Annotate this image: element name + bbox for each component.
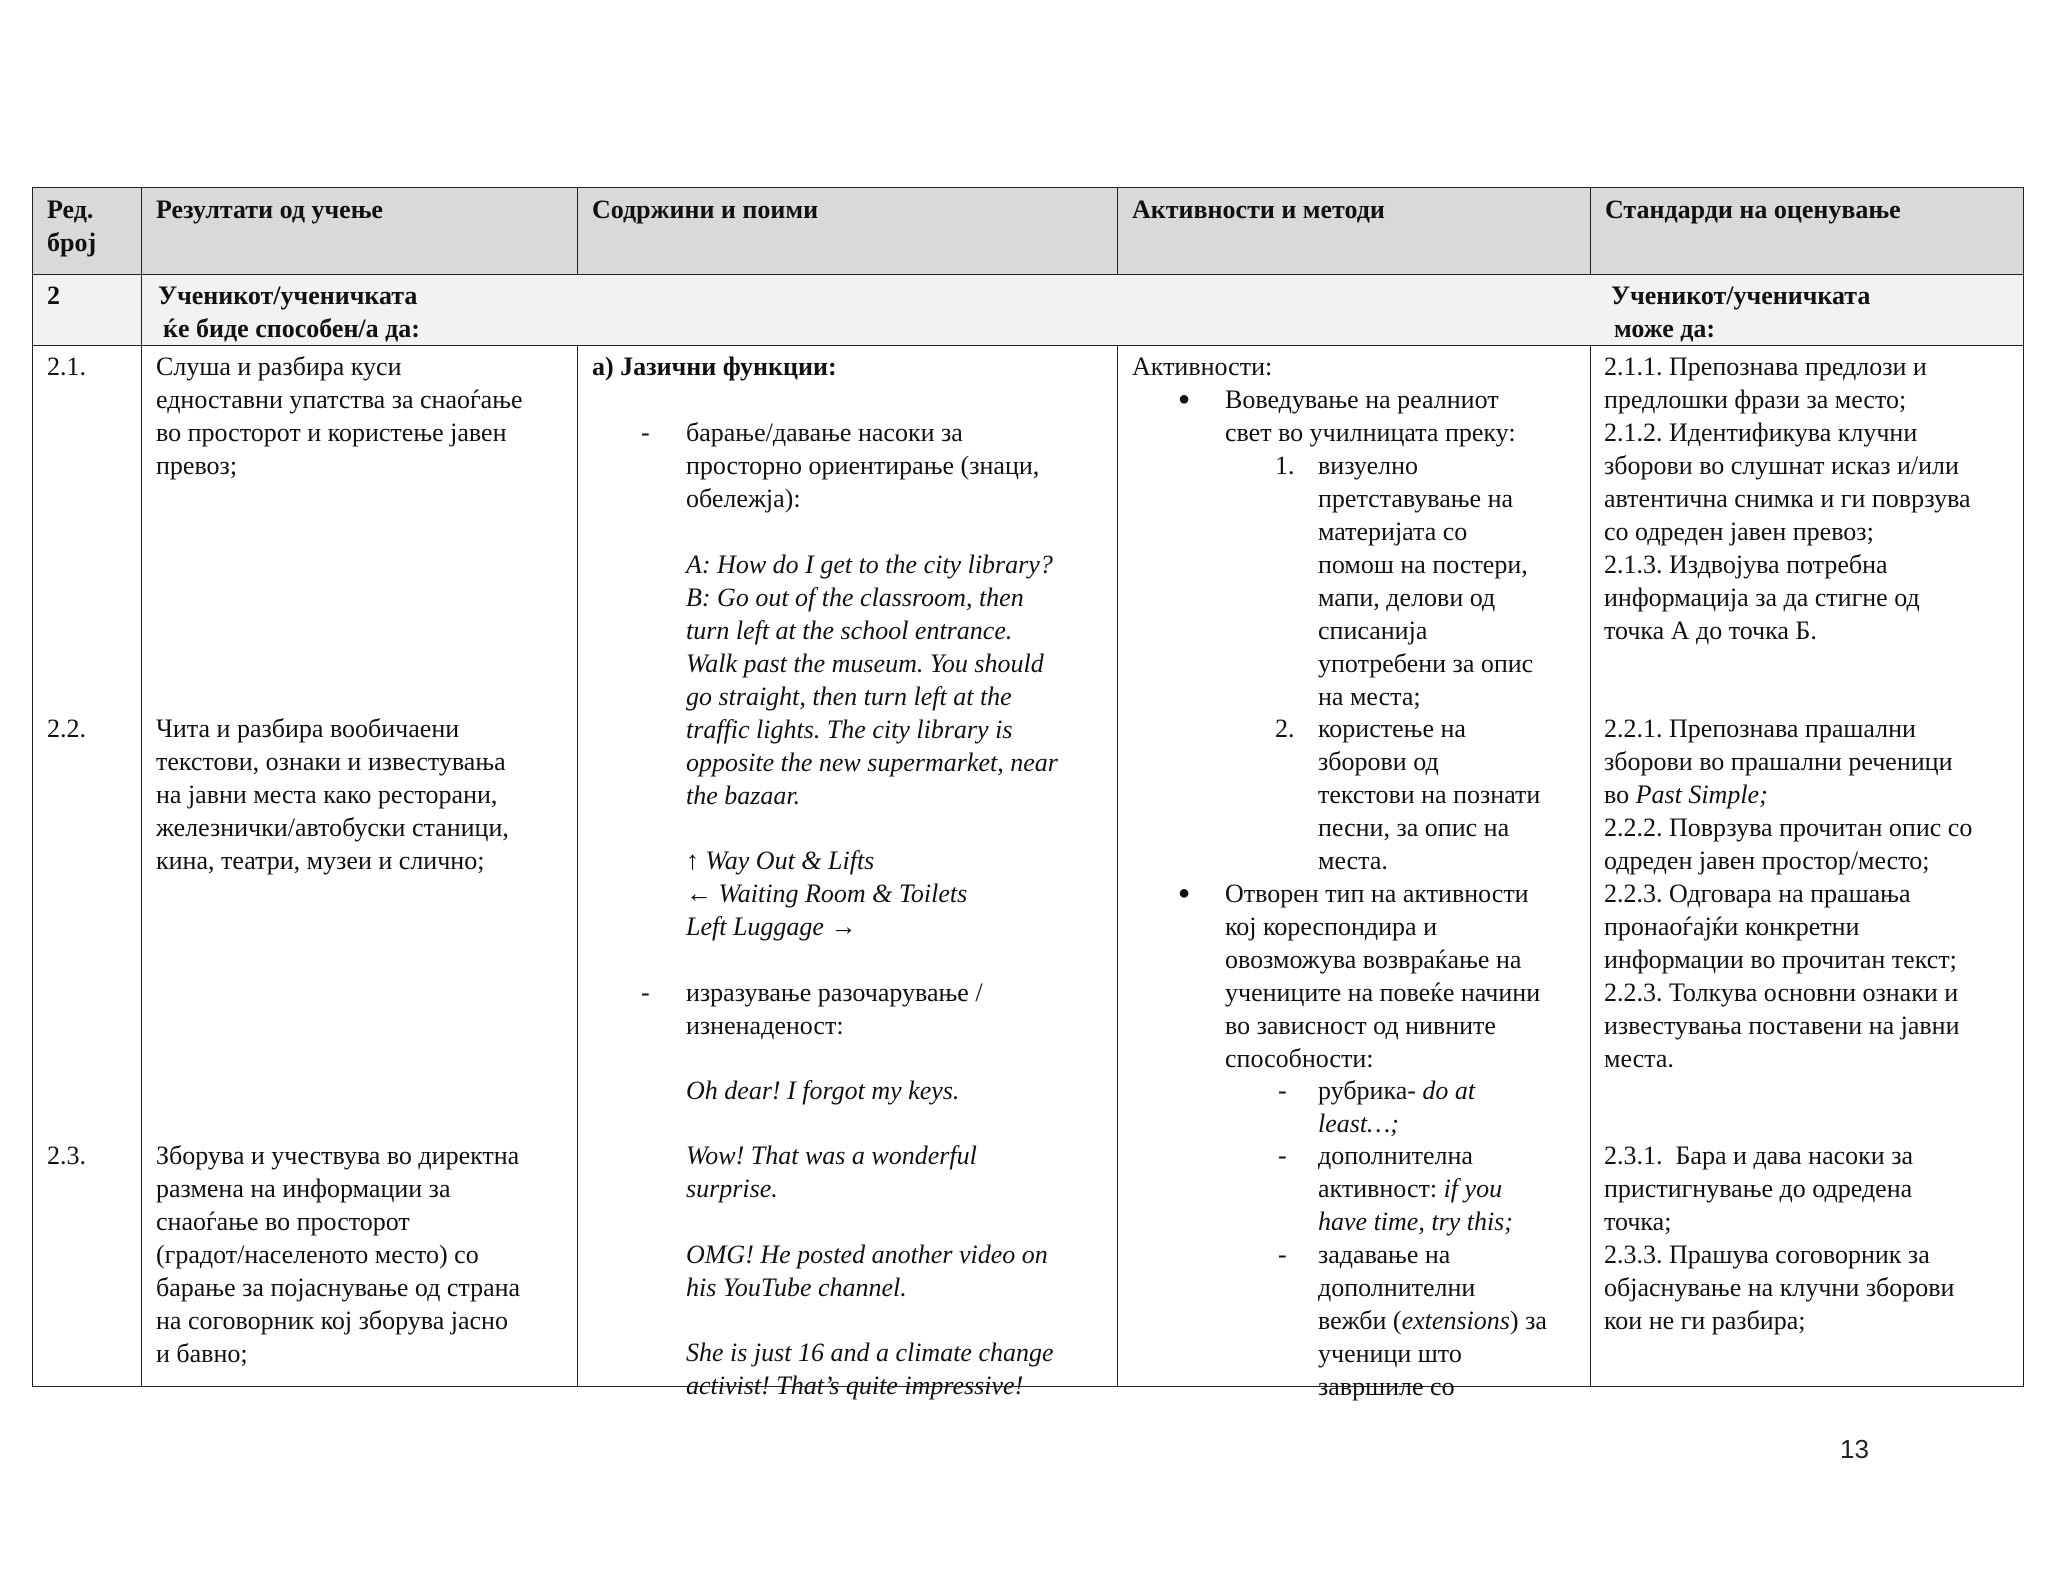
dash-bullet: - [641, 418, 650, 447]
bullet-dot: ● [1178, 388, 1191, 410]
activities-cell [1118, 346, 1591, 1401]
outcome-number: 2.1. [47, 352, 86, 381]
content-cell [578, 346, 1118, 1400]
standards-2-1: 2.1.1. Препознава предлози и предлошки фрази за место; 2.1.2. Идентификува клучни зборови во слушнат исказ и/или автентична снимка и ги поврзува со одреден јавен превоз; 2.1.3. Издвојува потребна информација за да стигне од точка А до точка Б. [1604, 352, 1971, 645]
learner-right-line2: може да: [1614, 314, 1716, 343]
standards-2-2: 2.2.1. Препознава прашални зборови во прашални реченици во Past Simple; 2.2.2. Поврзува прочитан опис со одреден јавен простор/место; 2.2.3. Одговара на прашања пронаоѓајќи конкретни информации во прочитан текст; 2.2.3. Толкува основни ознаки и известувања поставени на јавни места. [1604, 714, 1973, 1073]
list-number: 2. [1275, 714, 1295, 743]
activity-subitem: користење на зборови од текстови на познати песни, за опис на места. [1318, 714, 1541, 875]
group-row [33, 275, 2024, 346]
dash-bullet: - [641, 978, 650, 1007]
group-number-cell: 2 [33, 275, 142, 346]
activity-dash-item: дополнителна активност: if you have time, try this; [1318, 1141, 1513, 1236]
activity-dash-item: рубрика- do at least…; [1318, 1076, 1476, 1138]
header-cell-content: Содржини и поими [578, 188, 1118, 275]
outcomes-cell [142, 346, 578, 1387]
content-item-directions: барање/давање насоки за просторно ориентирање (знаци, обележја): [686, 418, 1040, 513]
outcome-number: 2.3. [47, 1141, 86, 1170]
curriculum-table [32, 187, 2024, 1401]
example-sentence: OMG! He posted another video on his YouTube channel. [686, 1240, 1048, 1302]
numbers-cell [33, 346, 142, 1387]
group-learner-cell [142, 275, 2024, 346]
header-row [33, 188, 2024, 275]
activity-subitem: визуелно претставување на материјата со помош на постери, мапи, делови од списанија употребени за опис на места; [1318, 451, 1534, 711]
page-number: 13 [1840, 1434, 1869, 1464]
header-cell-standards: Стандарди на оценување [1591, 188, 2024, 275]
dash-bullet: - [1278, 1240, 1287, 1269]
activities-label: Активности: [1132, 352, 1273, 381]
outcome-text: Слуша и разбира куси едноставни упатства за снаоѓање во просторот и користење јавен превоз; [156, 352, 523, 480]
header-cell-number: Ред. број [33, 188, 142, 275]
outcome-number: 2.2. [47, 714, 86, 743]
header-cell-outcomes: Резултати од учење [142, 188, 578, 275]
example-sentence: She is just 16 and a climate change activist! That’s quite impressive! [686, 1338, 1054, 1400]
activity-bullet-text: Отворен тип на активности кој кореспондира и овозможува возвраќање на учениците на повеќе начини во зависност од нивните способности: [1225, 879, 1541, 1073]
standards-cell [1591, 346, 2024, 1387]
activity-bullet-text: Воведување на реалниот свет во училницата преку: [1225, 385, 1516, 447]
activity-dash-item: задавање на дополнителни вежби (extensions) за ученици што завршиле со [1318, 1240, 1547, 1401]
example-sentence: Oh dear! I forgot my keys. [686, 1076, 960, 1105]
outcome-text: Зборува и учествува во директна размена на информации за снаоѓање во просторот (градот/населеното место) со барање за појаснување од страна на соговорник кој зборува јасно и бавно; [156, 1141, 521, 1368]
bullet-dot: ● [1178, 882, 1191, 904]
list-number: 1. [1275, 451, 1295, 480]
header-cell-activities: Активности и методи [1118, 188, 1591, 275]
example-sentence: Wow! That was a wonderful surprise. [686, 1141, 977, 1203]
dash-bullet: - [1278, 1141, 1287, 1170]
dash-bullet: - [1278, 1076, 1287, 1105]
standards-2-3: 2.3.1. Бара и дава насоки за пристигнување до одредена точка; 2.3.3. Прашува соговорник за објаснување на клучни зборови кои не ги разбира; [1604, 1141, 1955, 1335]
content-heading: а) Јазични функции: [592, 352, 837, 381]
learner-left-line2: ќе биде способен/а да: [163, 314, 420, 343]
content-item-disappointment: изразување разочарување / изненаденост: [686, 978, 983, 1040]
content-row [33, 346, 2024, 1387]
example-signs: ↑ Way Out & Lifts ← Waiting Room & Toilets Left Luggage → [686, 846, 968, 941]
learner-left-line1: Ученикот/ученичката [158, 281, 418, 310]
learner-right-line1: Ученикот/ученичката [1611, 281, 1871, 310]
example-dialog: A: How do I get to the city library? B: Go out of the classroom, then turn left at the school entrance. Walk past the museum. You should go straight, then turn left at the traffic lights. The city library is opposite the new supermarket, near the bazaar. [686, 550, 1058, 810]
outcome-text: Чита и разбира вообичаени текстови, ознаки и известувања на јавни места како ресторани, железнички/автобуски станици, кина, театри, музеи и слично; [156, 714, 509, 875]
